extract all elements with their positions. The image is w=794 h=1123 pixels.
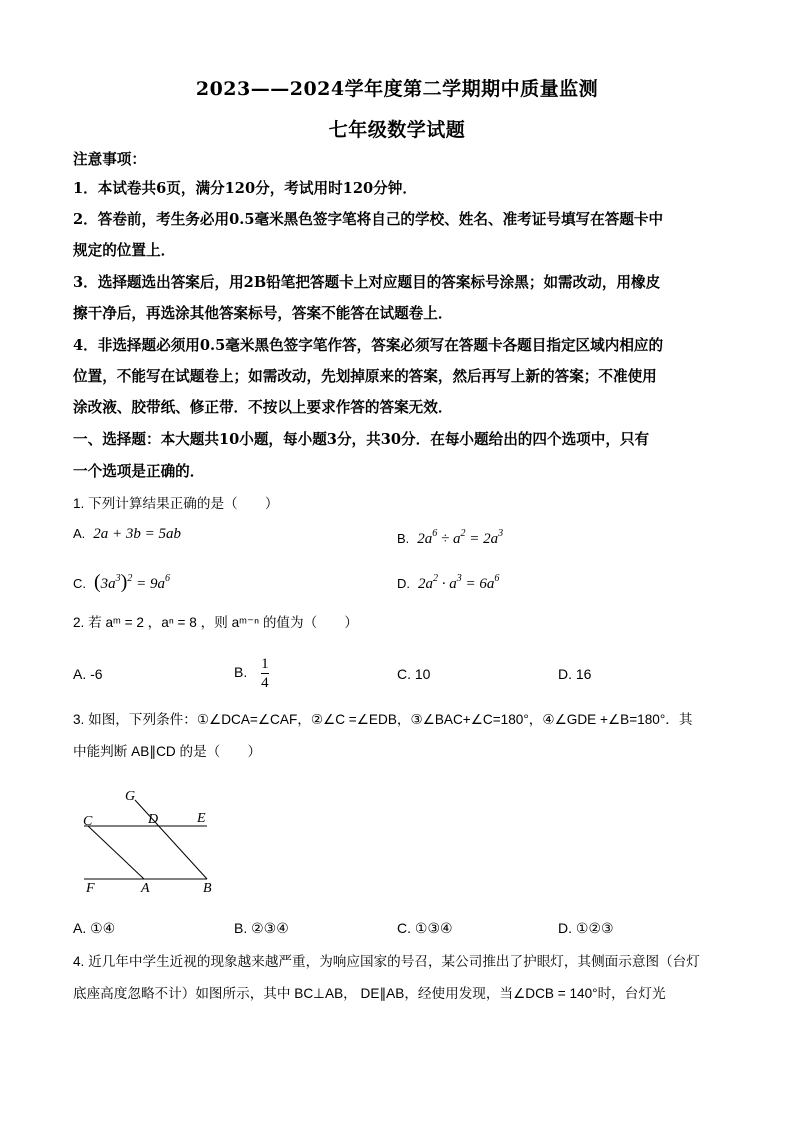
- q1-stem: 1. 下列计算结果正确的是（ ）: [73, 496, 279, 511]
- q3-option-c: C. ①③④: [397, 920, 453, 936]
- exam-subtitle: 七年级数学试题: [328, 119, 466, 141]
- note-2a: 2．答卷前，考生务必用0.5毫米黑色签字笔将自己的学校、姓名、准考证号填写在答题卡中: [73, 211, 664, 228]
- label-b: B: [203, 881, 212, 896]
- fraction-numerator: 1: [261, 656, 269, 672]
- q1-option-b: [397, 524, 503, 549]
- q3-option-d: D. ①②③: [558, 920, 614, 936]
- q4-stem-2: 底座高度忽略不计）如图所示，其中 BC⊥AB， DE∥AB，经使用发现，当∠DCB = 140°时，台灯光: [73, 986, 666, 1001]
- q3-stem-1: 3. 如图，下列条件：①∠DCA=∠CAF，②∠C =∠EDB，③∠BAC+∠C=180°，④∠GDE +∠B=180°．其: [73, 712, 693, 727]
- q1-option-d-math: $2a^2 \cdot a^3 = 6a^6$: [418, 573, 500, 592]
- q3-option-b: B. ②③④: [234, 920, 289, 936]
- label-a: A: [141, 881, 150, 896]
- note-1: 1．本试卷共6页，满分120分，考试用时120分钟．: [73, 180, 417, 197]
- q1-option-a-label: A.: [73, 526, 86, 541]
- q3-geometry-figure: [70, 780, 230, 900]
- label-g: G: [125, 789, 136, 804]
- note-3b: 擦干净后，再选涂其他答案标号，答案不能答在试题卷上．: [73, 305, 453, 322]
- q3-option-a: A. ①④: [73, 920, 116, 936]
- label-c: C: [83, 814, 93, 829]
- q2-option-b-label: B.: [234, 664, 248, 681]
- label-d: D: [148, 812, 159, 827]
- section-1-line-1: 一、选择题：本大题共10小题，每小题3分，共30分．在每小题给出的四个选项中，只有: [73, 431, 650, 448]
- q3-stem-2: 中能判断 AB∥CD 的是（ ）: [73, 744, 262, 759]
- note-3a: 3．选择题选出答案后，用2B铅笔把答题卡上对应题目的答案标号涂黑；如需改动，用橡皮: [73, 274, 661, 291]
- note-4a: 4．非选择题必须用0.5毫米黑色签字笔作答，答案必须写在答题卡各题目指定区域内相应的: [73, 337, 664, 354]
- note-2b: 规定的位置上．: [73, 242, 176, 259]
- q1-option-d: [397, 569, 499, 594]
- note-4b: 位置，不能写在试题卷上；如需改动，先划掉原来的答案，然后再写上新的答案；不准使用: [73, 368, 657, 385]
- notes-heading: 注意事项：: [73, 151, 146, 168]
- exam-title: 2023——2024学年度第二学期期中质量监测: [195, 78, 599, 100]
- q1-option-c-math: $(3a^3)^2 = 9a^6$: [94, 571, 170, 593]
- q1-option-c: [73, 569, 170, 594]
- segment-ca: [88, 826, 144, 879]
- q1-option-a-math: 2a + 3b = 5ab: [93, 526, 182, 542]
- q1-option-b-math: $2a^6 \div a^2 = 2a^3$: [417, 528, 504, 547]
- q2-option-b: [234, 655, 269, 692]
- q1-option-d-label: D.: [397, 576, 410, 591]
- q4-stem-1: 4. 近几年中学生近视的现象越来越严重，为响应国家的号召，某公司推出了护眼灯，其侧面示意图（台灯: [73, 954, 700, 969]
- q1-option-a: [73, 524, 181, 544]
- section-1-line-2: 一个选项是正确的．: [73, 463, 205, 480]
- q1-option-b-label: B.: [397, 531, 410, 546]
- q2-option-a: A. -6: [73, 666, 103, 682]
- label-f: F: [86, 881, 95, 896]
- q1-option-c-label: C.: [73, 576, 86, 591]
- q2-option-d: D. 16: [558, 666, 592, 682]
- q2-option-b-fraction: [261, 655, 269, 692]
- note-4c: 涂改液、胶带纸、修正带．不按以上要求作答的答案无效．: [73, 399, 453, 416]
- q2-stem: 2. 若 aᵐ = 2 ，aⁿ = 8 ，则 aᵐ⁻ⁿ 的值为（ ）: [73, 615, 358, 630]
- label-e: E: [197, 811, 206, 826]
- fraction-denominator: 4: [261, 675, 269, 691]
- q2-option-c: C. 10: [397, 666, 431, 682]
